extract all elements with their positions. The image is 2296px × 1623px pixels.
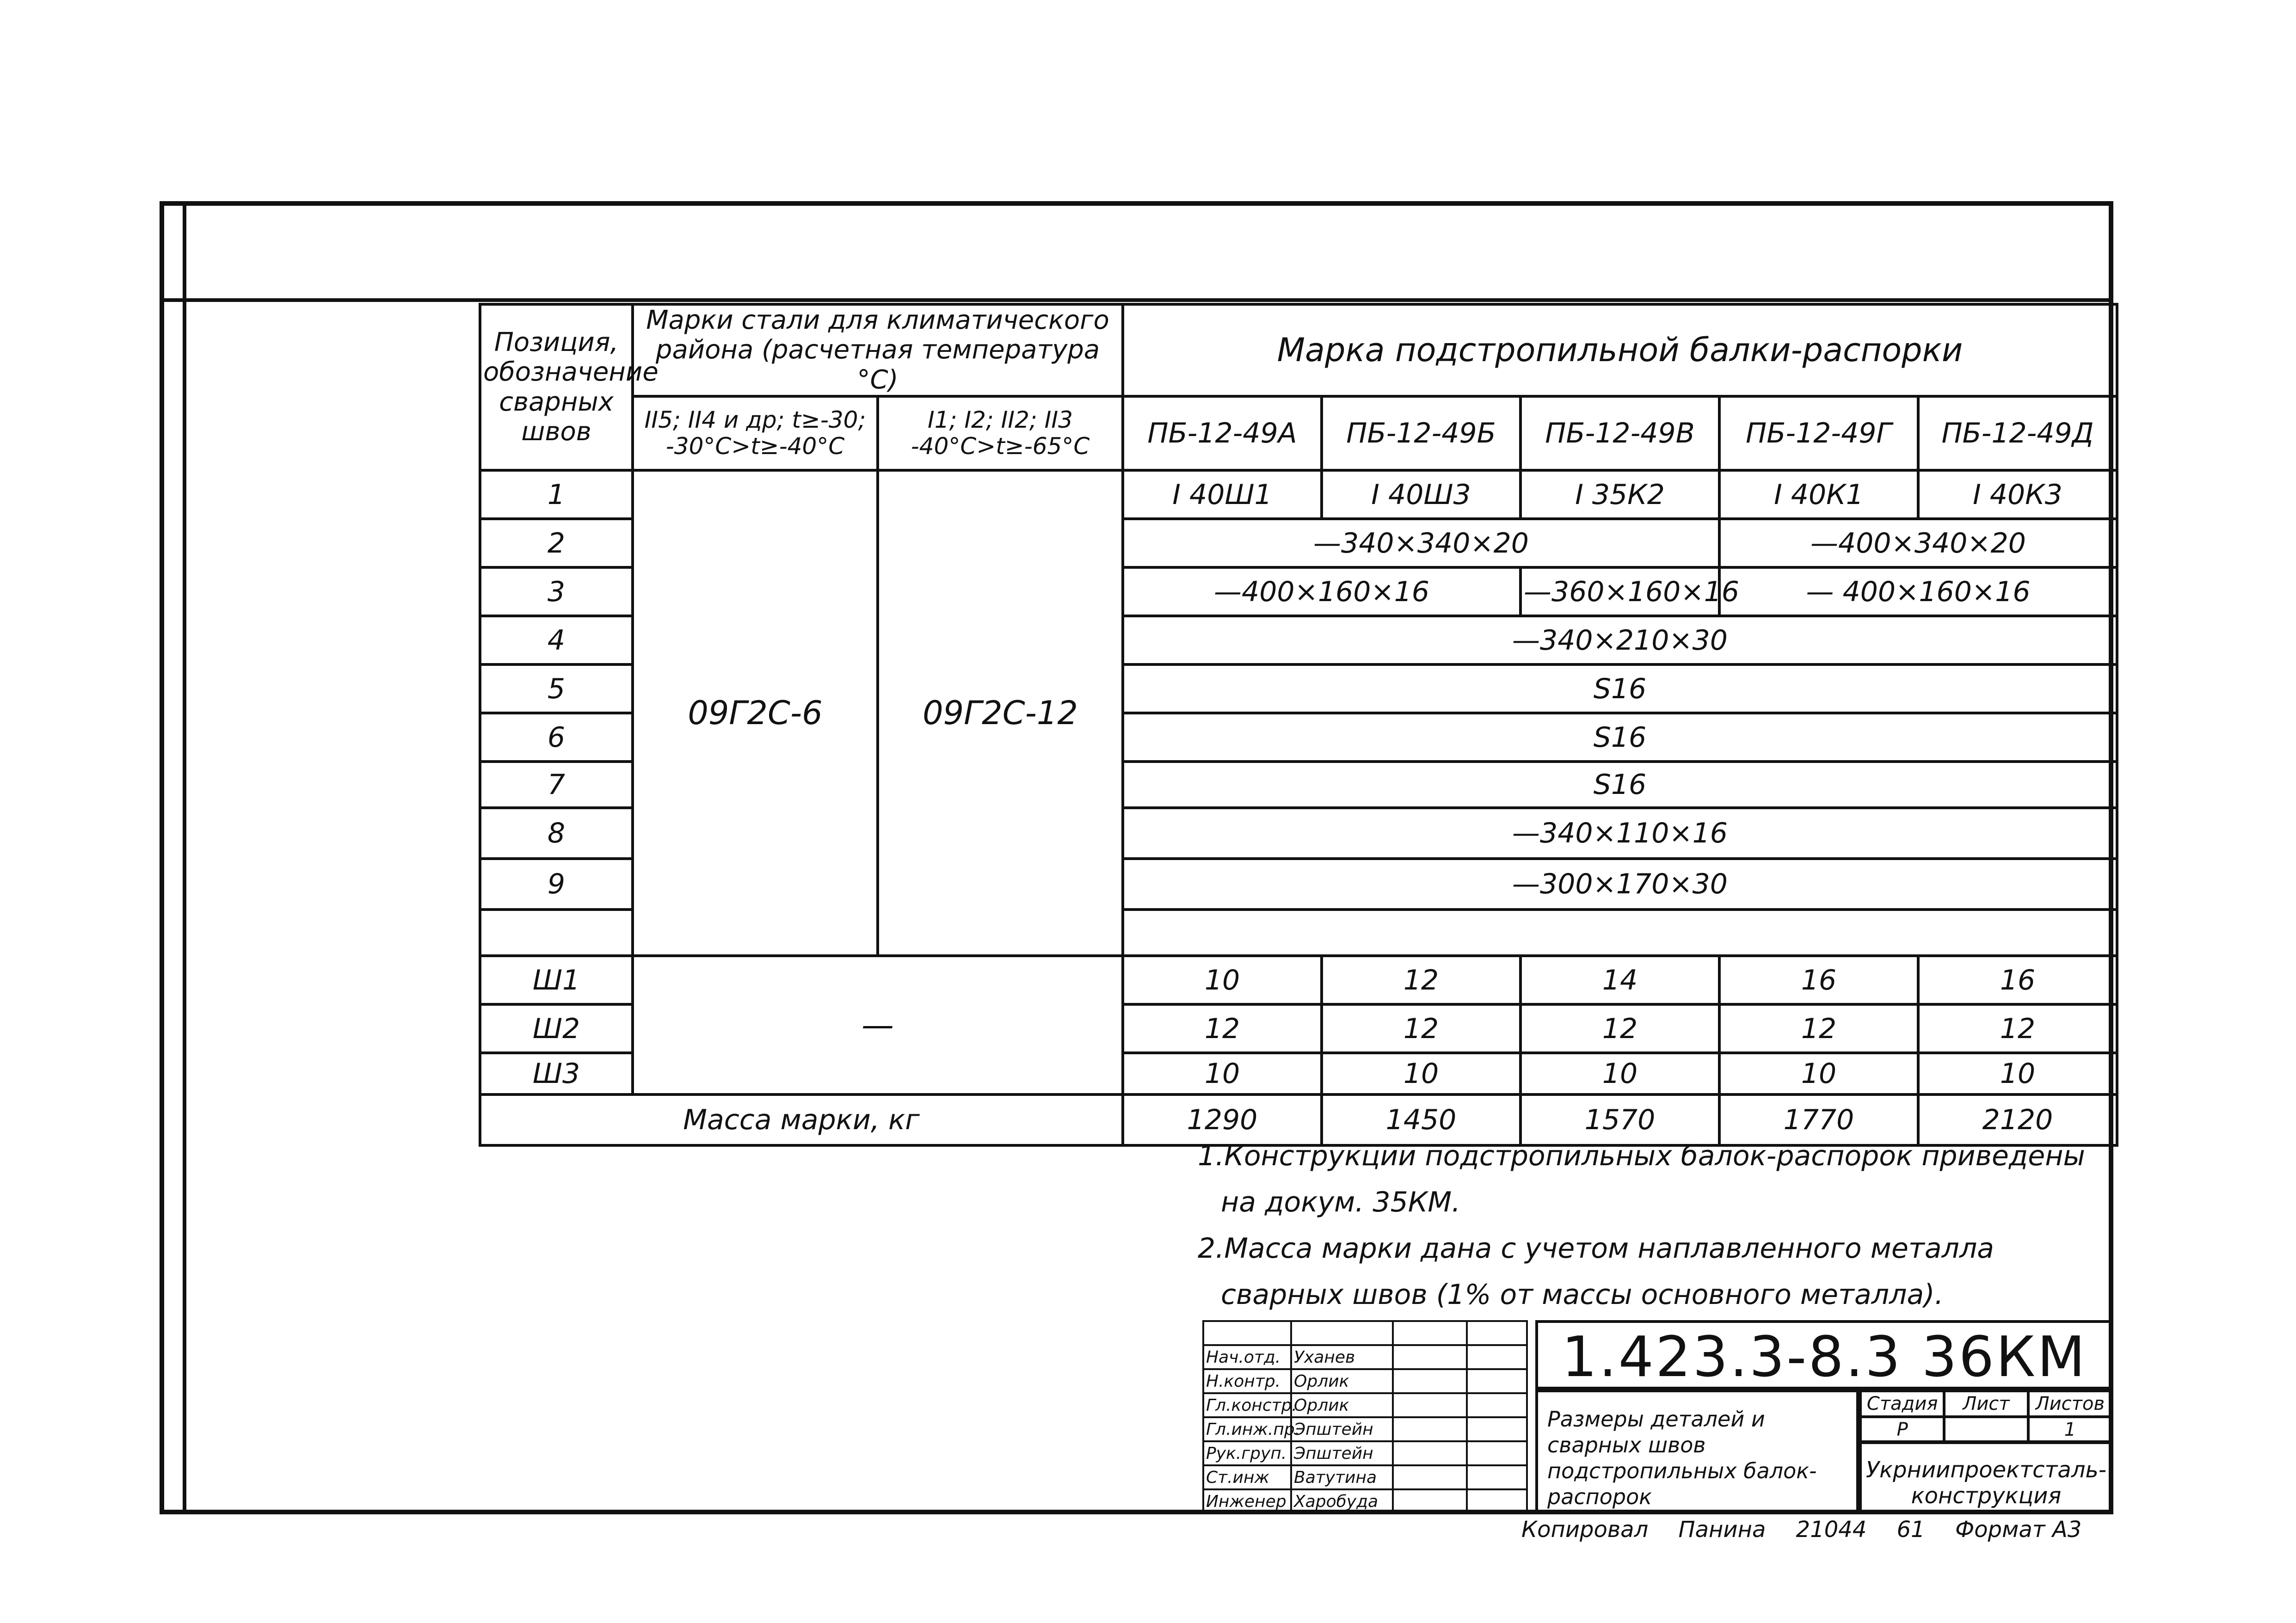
note-2-line-2: сварных швов (1% от массы основного металла).	[1221, 1279, 1944, 1311]
signer-name: Эпштейн	[1291, 1441, 1393, 1465]
frame-top-rule	[160, 298, 2113, 302]
order-number: 21044	[1796, 1517, 1867, 1543]
cell-r2-a: —340×340×20	[1123, 519, 1719, 567]
sheets-value: 1	[2028, 1417, 2112, 1443]
stage-label: Стадия	[1860, 1391, 1944, 1417]
pos-9: 9	[480, 859, 633, 910]
weld-1-label: Ш1	[480, 956, 633, 1004]
order-suffix: 61	[1896, 1517, 1925, 1543]
cell-r1-2: I 40Ш3	[1322, 470, 1520, 519]
weld-1-v5: 16	[1918, 956, 2117, 1004]
header-beam-mark: Марка подстропильной балки-распорки	[1123, 304, 2117, 396]
cell-r1-4: I 40К1	[1719, 470, 1918, 519]
note-2-line-1: 2.Масса марки дана с учетом наплавленного металла	[1198, 1232, 1994, 1265]
pos-8: 8	[480, 808, 633, 859]
cell-r8: —340×110×16	[1123, 808, 2117, 859]
weld-2-v5: 12	[1918, 1004, 2117, 1053]
cell-empty	[1123, 910, 2117, 956]
note-1-line-2: на докум. 35КМ.	[1221, 1186, 1461, 1218]
weld-1-v4: 16	[1719, 956, 1918, 1004]
cell-r5: S16	[1123, 664, 2117, 713]
cell-r2-b: —400×340×20	[1719, 519, 2117, 567]
mass-label: Масса марки, кг	[480, 1094, 1123, 1145]
mark-5: ПБ-12-49Д	[1918, 396, 2117, 470]
format-label: Формат А3	[1955, 1517, 2082, 1543]
cell-r3-b: —360×160×16	[1520, 567, 1719, 616]
weld-2-v1: 12	[1123, 1004, 1322, 1053]
signer-name: Орлик	[1291, 1393, 1393, 1417]
signer-name: Эпштейн	[1291, 1417, 1393, 1441]
copier-name: Панина	[1678, 1517, 1766, 1543]
weld-1-v1: 10	[1123, 956, 1322, 1004]
sheet-label: Лист	[1944, 1391, 2028, 1417]
cell-r1-5: I 40К3	[1918, 470, 2117, 519]
stage-value: Р	[1860, 1417, 1944, 1443]
document-code: 1.423.3-8.3 36КМ	[1535, 1320, 2113, 1389]
weld-3-v3: 10	[1520, 1053, 1719, 1094]
mark-1: ПБ-12-49А	[1123, 396, 1322, 470]
pos-1: 1	[480, 470, 633, 519]
weld-steel-dash: —	[633, 956, 1123, 1094]
footer-line	[1521, 1517, 2105, 1543]
sheets-label: Листов	[2028, 1391, 2112, 1417]
signer-role: Н.контр.	[1203, 1369, 1291, 1393]
stage-sheet-table	[1859, 1389, 2113, 1444]
note-1-line-1: 1.Конструкции подстропильных балок-распорок приведены	[1198, 1140, 2085, 1172]
signer-role: Инженер	[1203, 1489, 1291, 1513]
notes	[1198, 1133, 2085, 1318]
weld-2-label: Ш2	[480, 1004, 633, 1053]
weld-3-v1: 10	[1123, 1053, 1322, 1094]
weld-2-v4: 12	[1719, 1004, 1918, 1053]
mass-4: 1770	[1719, 1094, 1918, 1145]
weld-3-v2: 10	[1322, 1053, 1520, 1094]
pos-5: 5	[480, 664, 633, 713]
signer-name: Харобуда	[1291, 1489, 1393, 1513]
pos-3: 3	[480, 567, 633, 616]
header-position: Позиция, обозначение сварных швов	[480, 304, 633, 470]
pos-empty	[480, 910, 633, 956]
header-steel-region-b: I1; I2; II2; II3 -40°C>t≥-65°C	[878, 396, 1123, 470]
weld-2-v3: 12	[1520, 1004, 1719, 1053]
mark-3: ПБ-12-49В	[1520, 396, 1719, 470]
weld-3-v5: 10	[1918, 1053, 2117, 1094]
cell-r1-1: I 40Ш1	[1123, 470, 1322, 519]
pos-6: 6	[480, 713, 633, 762]
signer-role: Рук.груп.	[1203, 1441, 1291, 1465]
weld-1-v2: 12	[1322, 956, 1520, 1004]
organization: Укрниипроектсталь-конструкция	[1859, 1440, 2113, 1514]
signer-name: Уханев	[1291, 1345, 1393, 1369]
cell-r4: —340×210×30	[1123, 616, 2117, 664]
signer-name: Орлик	[1291, 1369, 1393, 1393]
drawing-title: Размеры деталей и сварных швов подстропильных балок-распорок	[1535, 1389, 1859, 1514]
mass-5: 2120	[1918, 1094, 2117, 1145]
pos-2: 2	[480, 519, 633, 567]
mass-1: 1290	[1123, 1094, 1322, 1145]
weld-1-v3: 14	[1520, 956, 1719, 1004]
steel-grade-a: 09Г2С-6	[633, 470, 878, 956]
title-block	[1202, 1320, 2113, 1514]
copied-label: Копировал	[1521, 1517, 1649, 1543]
signatures-table	[1202, 1320, 1528, 1514]
mark-4: ПБ-12-49Г	[1719, 396, 1918, 470]
mass-2: 1450	[1322, 1094, 1520, 1145]
mark-2: ПБ-12-49Б	[1322, 396, 1520, 470]
cell-r1-3: I 35К2	[1520, 470, 1719, 519]
cell-r7: S16	[1123, 762, 2117, 808]
signer-name: Ватутина	[1291, 1465, 1393, 1489]
steel-grade-b: 09Г2С-12	[878, 470, 1123, 956]
cell-r6: S16	[1123, 713, 2117, 762]
signer-role: Ст.инж	[1203, 1465, 1291, 1489]
weld-3-label: Ш3	[480, 1053, 633, 1094]
mass-3: 1570	[1520, 1094, 1719, 1145]
header-steel-region-a: II5; II4 и др; t≥-30; -30°C>t≥-40°C	[633, 396, 878, 470]
cell-r3-a: —400×160×16	[1123, 567, 1520, 616]
weld-3-v4: 10	[1719, 1053, 1918, 1094]
sheet-value	[1944, 1417, 2028, 1443]
signer-role: Гл.констр.	[1203, 1393, 1291, 1417]
signer-role: Нач.отд.	[1203, 1345, 1291, 1369]
pos-4: 4	[480, 616, 633, 664]
pos-7: 7	[480, 762, 633, 808]
frame-binding-rule	[183, 206, 186, 1514]
header-steel: Марки стали для климатического района (расчетная температура °С)	[633, 304, 1123, 396]
cell-r3-c: — 400×160×16	[1719, 567, 2117, 616]
signer-role: Гл.инж.пр.	[1203, 1417, 1291, 1441]
cell-r9: —300×170×30	[1123, 859, 2117, 910]
weld-2-v2: 12	[1322, 1004, 1520, 1053]
spec-table	[479, 303, 2118, 1147]
